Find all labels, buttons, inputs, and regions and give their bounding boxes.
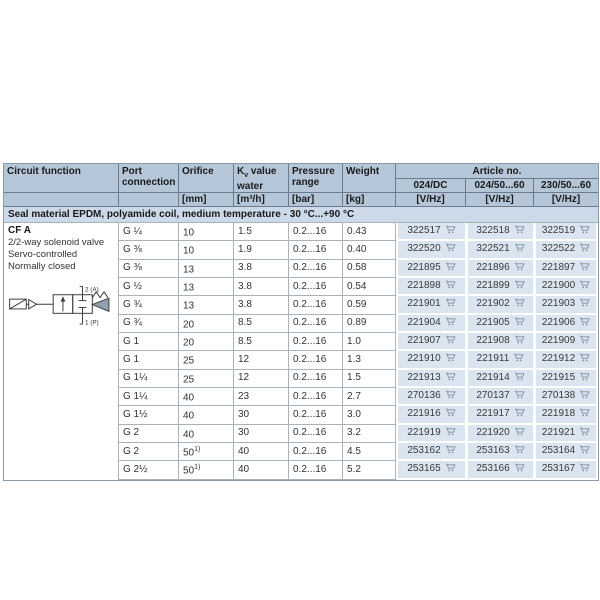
article-number-cell[interactable] [534,351,598,369]
orifice-cell: 40 [179,425,234,443]
kv-value-cell: 8.5 [234,315,289,333]
circuit-description-line: Normally closed [8,261,76,272]
article-number-cell[interactable] [466,260,534,278]
kv-value-cell: 1.9 [234,241,289,259]
cart-icon[interactable] [445,445,456,457]
article-number: 253162 [407,445,441,457]
valve-circuit-diagram [8,283,114,328]
article-number-cell[interactable] [534,443,598,461]
article-number-cell[interactable] [396,425,466,443]
article-number-cell[interactable] [466,425,534,443]
weight-cell: 5.2 [343,461,396,479]
orifice-cell: 25 [179,370,234,388]
weight-cell: 1.0 [343,333,396,351]
article-number: 270136 [407,390,441,402]
weight-cell: 0.89 [343,315,396,333]
col-header-voltage-024-50-60: 024/50...60 [466,179,534,193]
footnote-marker: 1) [194,464,201,472]
cart-icon[interactable] [514,262,525,274]
port-connection-cell: G ⅜ [119,241,179,259]
cart-icon[interactable] [445,262,456,274]
cart-icon[interactable] [445,225,456,237]
pressure-range-cell: 0.2...16 [289,333,343,351]
footnote-marker: 1) [194,445,201,453]
circuit-description-line: 2/2-way solenoid valve [8,237,105,248]
port-label-bottom: 1 (P) [84,319,99,327]
cart-icon[interactable] [514,225,525,237]
article-number-cell[interactable] [466,351,534,369]
cart-icon[interactable] [579,335,590,347]
cart-icon[interactable] [579,262,590,274]
col-header-article-no: Article no. [396,164,598,179]
article-number: 221911 [476,353,510,365]
article-number: 221910 [407,353,441,365]
cart-icon[interactable] [579,463,590,475]
cart-icon[interactable] [514,280,525,292]
article-number: 253163 [476,445,510,457]
article-number: 221915 [541,371,576,383]
article-number: 221902 [476,298,510,310]
cart-icon[interactable] [579,225,590,237]
article-number-cell[interactable] [534,370,598,388]
unit-voltage-2: [V/Hz] [466,193,534,207]
article-number-cell[interactable] [466,333,534,351]
cart-icon[interactable] [445,427,456,439]
circuit-description-line: Servo-controlled [8,249,78,260]
col-header-voltage-230-50-60: 230/50...60 [534,179,598,193]
pressure-range-cell: 0.2...16 [289,223,343,241]
kv-value-cell: 12 [234,351,289,369]
cart-icon[interactable] [514,463,525,475]
article-number: 221901 [407,298,441,310]
pressure-range-cell: 0.2...16 [289,388,343,406]
valve-spec-table [3,163,599,481]
article-number-cell[interactable] [534,315,598,333]
port-connection-cell: G ½ [119,278,179,296]
pressure-range-cell: 0.2...16 [289,315,343,333]
article-number: 270137 [476,390,510,402]
article-number-cell[interactable] [534,425,598,443]
unit-pressure: [bar] [289,193,343,207]
cart-icon[interactable] [579,353,590,365]
unit-voltage-1: [V/Hz] [396,193,466,207]
kv-value-cell: 40 [234,443,289,461]
article-number: 221916 [407,408,441,420]
article-number: 253164 [541,445,576,457]
article-number: 322519 [541,225,576,237]
orifice-cell: 10 [179,223,234,241]
kv-value-cell: 3.8 [234,296,289,314]
pressure-range-cell: 0.2...16 [289,406,343,424]
col-header-circuit-function: Circuit function [4,164,119,193]
cart-icon[interactable] [579,408,590,420]
table-row [4,223,598,241]
orifice-cell: 25 [179,351,234,369]
cart-icon[interactable] [445,372,456,384]
col-header-voltage-024dc: 024/DC [396,179,466,193]
cart-icon[interactable] [579,317,590,329]
article-number-cell[interactable] [396,223,466,241]
seal-material-band: Seal material EPDM, polyamide coil, medium temperature - 30 °C...+90 °C [4,207,598,223]
article-number: 221917 [476,408,510,420]
article-number: 221900 [541,280,576,292]
article-number-cell[interactable] [534,223,598,241]
cart-icon[interactable] [445,408,456,420]
weight-cell: 0.59 [343,296,396,314]
kv-value-cell: 1.5 [234,223,289,241]
article-number: 221912 [541,353,576,365]
article-number-cell[interactable] [534,406,598,424]
article-number-cell[interactable] [534,296,598,314]
article-number: 221919 [407,426,441,438]
cart-icon[interactable] [514,317,525,329]
pressure-range-cell: 0.2...16 [289,278,343,296]
kv-value-cell: 30 [234,425,289,443]
cart-icon[interactable] [445,317,456,329]
weight-cell: 3.2 [343,425,396,443]
article-number-cell[interactable] [466,443,534,461]
cart-icon[interactable] [514,390,525,402]
article-number: 221918 [541,408,576,420]
article-number-cell[interactable] [534,461,598,479]
article-number: 221903 [541,298,576,310]
cart-icon[interactable] [579,445,590,457]
article-number: 221914 [476,371,510,383]
article-number: 221907 [407,335,441,347]
cart-icon[interactable] [445,353,456,365]
kv-value-cell: 12 [234,370,289,388]
weight-cell: 0.54 [343,278,396,296]
col-header-port-connection: Port connection [119,164,179,193]
article-number-cell[interactable] [534,260,598,278]
port-connection-cell: G ¾ [119,315,179,333]
kv-value-cell: 23 [234,388,289,406]
orifice-cell: 40 [179,406,234,424]
orifice-cell: 13 [179,296,234,314]
article-number-cell[interactable] [466,278,534,296]
cart-icon[interactable] [514,335,525,347]
cart-icon[interactable] [445,390,456,402]
port-connection-cell: G 1 [119,333,179,351]
cart-icon[interactable] [445,335,456,347]
unit-orifice: [mm] [179,193,234,207]
weight-cell: 1.5 [343,370,396,388]
col-header-orifice: Orifice [179,164,234,193]
article-number: 221898 [407,280,441,292]
article-number-cell[interactable] [466,315,534,333]
article-number-cell[interactable] [466,296,534,314]
cart-icon[interactable] [579,427,590,439]
article-number-cell[interactable] [396,260,466,278]
cart-icon[interactable] [514,427,525,439]
article-number: 221904 [407,316,441,328]
port-connection-cell: G 2½ [119,461,179,479]
circuit-function-block [8,225,114,328]
article-number: 322518 [476,225,510,237]
orifice-cell: 13 [179,260,234,278]
weight-cell: 0.40 [343,241,396,259]
article-number: 221908 [476,335,510,347]
article-number-cell[interactable] [396,278,466,296]
pressure-range-cell: 0.2...16 [289,461,343,479]
article-number-cell[interactable] [466,388,534,406]
article-number: 253166 [476,463,510,475]
unit-voltage-3: [V/Hz] [534,193,598,207]
col-header-pressure-range: Pressure range [289,164,343,193]
article-number-cell[interactable] [396,388,466,406]
weight-cell: 0.58 [343,260,396,278]
pressure-range-cell: 0.2...16 [289,425,343,443]
article-number-cell[interactable] [534,333,598,351]
weight-cell: 0.43 [343,223,396,241]
article-number: 221906 [541,316,576,328]
orifice-cell: 10 [179,241,234,259]
orifice-cell: 20 [179,315,234,333]
cart-icon[interactable] [579,390,590,402]
article-number-cell[interactable] [466,406,534,424]
cart-icon[interactable] [579,280,590,292]
article-number-cell[interactable] [396,241,466,259]
article-number: 221897 [541,261,576,273]
unit-weight: [kg] [343,193,396,207]
unit-cell-empty-circuit [4,193,119,207]
weight-cell: 4.5 [343,443,396,461]
article-number-cell[interactable] [396,443,466,461]
port-connection-cell: G 1¼ [119,370,179,388]
cart-icon[interactable] [514,298,525,310]
article-number: 221909 [541,335,576,347]
article-number: 221905 [476,316,510,328]
circuit-function-cell [4,223,119,480]
weight-cell: 1.3 [343,351,396,369]
article-number-cell[interactable] [396,370,466,388]
cart-icon[interactable] [579,298,590,310]
kv-value-cell: 8.5 [234,333,289,351]
cart-icon[interactable] [445,243,456,255]
article-number: 322522 [541,243,576,255]
orifice-cell: 50$^{1)}$ [179,461,234,479]
article-number: 322520 [407,243,441,255]
article-number-cell[interactable] [396,351,466,369]
orifice-cell: 13 [179,278,234,296]
weight-cell: 2.7 [343,388,396,406]
port-connection-cell: G 1¼ [119,388,179,406]
pressure-range-cell: 0.2...16 [289,370,343,388]
kv-value-cell: 30 [234,406,289,424]
circuit-code: CF A [8,225,31,236]
article-number: 221921 [541,426,576,438]
article-number-cell[interactable] [466,370,534,388]
col-header-weight: Weight [343,164,396,193]
article-number-cell[interactable] [396,333,466,351]
kv-value-cell: 3.8 [234,260,289,278]
orifice-cell: 40 [179,388,234,406]
kv-value-cell: 40 [234,461,289,479]
kv-value-cell: 3.8 [234,278,289,296]
orifice-cell: 20 [179,333,234,351]
article-number: 270138 [541,390,576,402]
article-number: 253165 [407,463,441,475]
col-header-kv-value: $K_v$ value water [234,164,289,193]
pressure-range-cell: 0.2...16 [289,296,343,314]
port-connection-cell: G 1½ [119,406,179,424]
unit-cell-empty-port [119,193,179,207]
article-number-cell[interactable] [466,461,534,479]
article-number-cell[interactable] [466,241,534,259]
port-connection-cell: G ⅜ [119,260,179,278]
article-number-cell[interactable] [396,296,466,314]
pressure-range-cell: 0.2...16 [289,351,343,369]
orifice-cell: 50$^{1)}$ [179,443,234,461]
cart-icon[interactable] [514,243,525,255]
port-connection-cell: G 1 [119,351,179,369]
article-number: 322517 [407,225,441,237]
unit-kv: [m³/h] [234,193,289,207]
article-number-cell[interactable] [466,223,534,241]
port-connection-cell: G ¼ [119,223,179,241]
cart-icon[interactable] [445,280,456,292]
article-number-cell[interactable] [396,315,466,333]
article-number: 221920 [476,426,510,438]
port-connection-cell: G 2 [119,443,179,461]
pressure-range-cell: 0.2...16 [289,241,343,259]
cart-icon[interactable] [579,243,590,255]
cart-icon[interactable] [513,353,524,365]
article-number-cell[interactable] [396,406,466,424]
pressure-range-cell: 0.2...16 [289,260,343,278]
article-number: 221895 [407,261,441,273]
article-number-cell[interactable] [534,388,598,406]
article-number: 221896 [476,261,510,273]
article-number: 322521 [476,243,510,255]
article-number-cell[interactable] [534,241,598,259]
port-connection-cell: G 2 [119,425,179,443]
cart-icon[interactable] [514,408,525,420]
article-number: 253167 [541,463,576,475]
cart-icon[interactable] [445,463,456,475]
cart-icon[interactable] [445,298,456,310]
cart-icon[interactable] [579,372,590,384]
pressure-range-cell: 0.2...16 [289,443,343,461]
article-number-cell[interactable] [396,461,466,479]
article-number: 221899 [476,280,510,292]
weight-cell: 3.0 [343,406,396,424]
port-connection-cell: G ¾ [119,296,179,314]
cart-icon[interactable] [514,445,525,457]
article-number-cell[interactable] [534,278,598,296]
port-label-top: 2 (A) [84,286,99,294]
cart-icon[interactable] [514,372,525,384]
article-number: 221913 [407,371,441,383]
